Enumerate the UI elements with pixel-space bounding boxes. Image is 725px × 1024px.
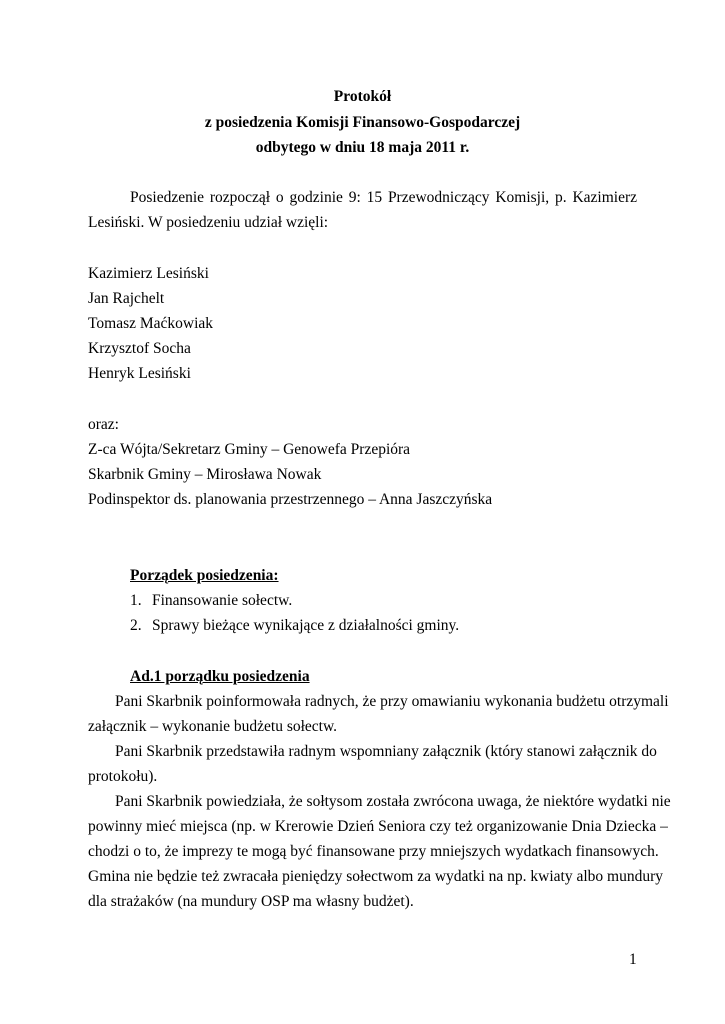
member-item: Krzysztof Socha bbox=[88, 340, 191, 357]
paragraph-line: dla strażaków (na mundury OSP ma własny budżet). bbox=[88, 893, 414, 910]
guest-item: Podinspektor ds. planowania przestrzennego – Anna Jaszczyńska bbox=[88, 491, 493, 508]
agenda-item-text: Sprawy bieżące wynikające z działalności gminy. bbox=[152, 617, 460, 634]
paragraph-line: chodzi o to, że imprezy te mogą być finansowane przy mniejszych wydatkach finansowych. bbox=[88, 843, 659, 860]
paragraph-line: załącznik – wykonanie budżetu sołectw. bbox=[88, 718, 338, 735]
intro-line-2: Lesiński. W posiedzeniu udział wzięli: bbox=[88, 214, 329, 231]
paragraph-line: Pani Skarbnik przedstawiła radnym wspomniany załącznik (który stanowi załącznik do bbox=[115, 743, 657, 760]
document-date-line: odbytego w dniu 18 maja 2011 r. bbox=[255, 139, 470, 156]
member-item: Jan Rajchelt bbox=[88, 290, 165, 307]
also-label: oraz: bbox=[88, 416, 119, 433]
paragraph-line: protokołu). bbox=[88, 768, 158, 785]
guest-item: Skarbnik Gminy – Mirosława Nowak bbox=[88, 466, 322, 483]
page-number: 1 bbox=[629, 951, 637, 968]
agenda-item-text: Finansowanie sołectw. bbox=[152, 592, 293, 609]
member-item: Tomasz Maćkowiak bbox=[88, 315, 214, 332]
paragraph-line: Gmina nie będzie też zwracała pieniędzy sołectwom za wydatki na np. kwiaty albo mundury bbox=[88, 868, 664, 885]
agenda-heading: Porządek posiedzenia: bbox=[130, 567, 279, 584]
paragraph-line: Pani Skarbnik powiedziała, że sołtysom została zwrócona uwaga, że niektóre wydatki nie bbox=[115, 793, 671, 810]
ad1-heading: Ad.1 porządku posiedzenia bbox=[130, 668, 310, 685]
agenda-item-number: 1. bbox=[130, 592, 142, 609]
member-item: Kazimierz Lesiński bbox=[88, 265, 209, 282]
document-subtitle: z posiedzenia Komisji Finansowo-Gospodarczej bbox=[204, 114, 521, 131]
intro-line-1: Posiedzenie rozpoczął o godzinie 9: 15 Przewodniczący Komisji, p. Kazimierz bbox=[130, 189, 637, 206]
member-item: Henryk Lesiński bbox=[88, 365, 191, 382]
paragraph-line: Pani Skarbnik poinformowała radnych, że przy omawianiu wykonania budżetu otrzymali bbox=[115, 693, 669, 710]
guest-item: Z-ca Wójta/Sekretarz Gminy – Genowefa Przepióra bbox=[88, 441, 411, 458]
agenda-item-number: 2. bbox=[130, 617, 142, 634]
paragraph-line: powinny mieć miejsca (np. w Krerowie Dzień Seniora czy też organizowanie Dnia Dziecka – bbox=[88, 818, 668, 835]
document-title: Protokół bbox=[333, 88, 392, 105]
